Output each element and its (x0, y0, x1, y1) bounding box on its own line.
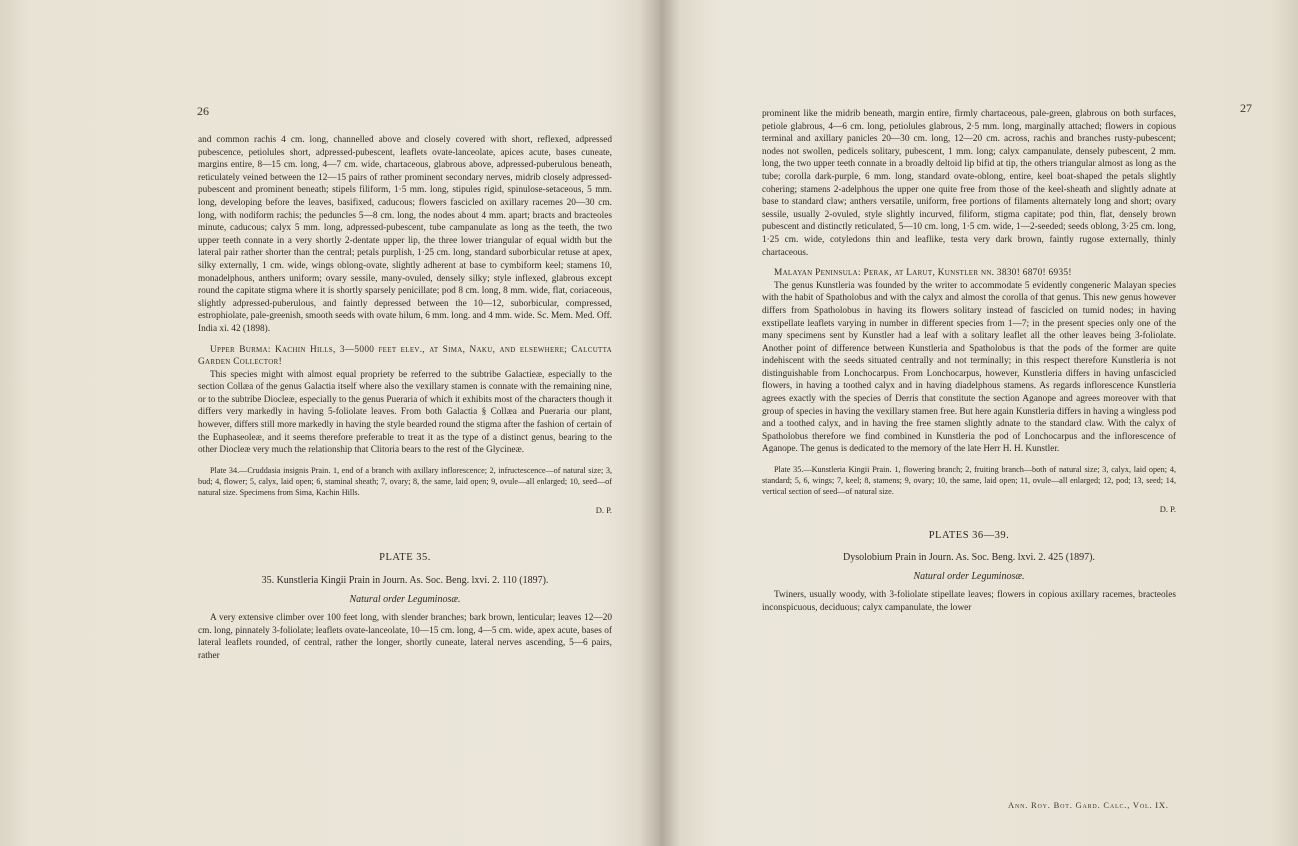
plate-heading: PLATE 35. (379, 552, 431, 564)
intro-paragraph: and common rachis 4 cm. long, channelled above and closely covered with short, reflexed, adpressed pubescence, petiolules short, adpressed-pubescent, leaflets ovate-lanceolate, apices acute, bases cuneate, margins entire, 8—15 cm. long, 4—7 cm. wide, chartaceous, glabrous above, adpressed-puberulous beneath, reticulately veined between the 12—15 pairs of rather prominent secondary nerves, midrib closely adpressed-pubescent and prominent beneath; stipels filiform, 1·5 mm. long, stipules rigid, spinulose-setaceous, 5 mm. long, developing before the leaves, basifixed, caducous; flowers fascicled on axillary racemes 20—30 cm. long, with nodiform rachis; the peduncles 5—8 cm. long, the nodes about 4 mm. apart; bracts and bracteoles minute, caducous; calyx 5 mm. long, adpressed-pubescent, tube campanulate as long as the teeth, the two upper teeth connate in a very shortly 2-dentate upper lip, the three lower triangular of equal width but the lateral pair rather shorter than the central; petals purplish, 1·25 cm. long, standard suborbicular retuse at apex, silky externally, 1 cm. wide, wings oblong-ovate, slightly adherent at base to cymbiform keel; stamens 10, monadelphous, anthers uniform; ovary sessile, many-ovuled, densely silky; style inflexed, glabrous except round the capitate stigma where it is shortly sparsely penicillate; pod 8 cm. long, 8 mm. wide, flat, coriaceous, slightly adpressed-puberulous, and faintly depressed between the 10—12, suborbicular, compressed, estrophiolate, pale-greenish, smooth seeds with ovate hilum, 6 mm. long. and 4 mm. wide. Sc. Mem. Med. Off. India xi. 42 (1898). (198, 135, 612, 334)
locality: Upper Burma: Kachin Hills, 3—5000 feet elev., at Sima, Naku, and elsewhere; Calcutta Garden Collector! (198, 344, 612, 368)
plate-caption: Plate 35.—Kunstleria Kingii Prain. 1, flowering branch; 2, fruiting branch—both of natural size; 3, calyx, laid open; 4, standard; 5, 6, wings; 7, keel; 8, stamens; 9, ovary; 10, the same, laid open; 11, ovule—all enlarged; 12, pod; 13, seed; 14, vertical section of seed—of natural size. (762, 465, 1176, 497)
plate-heading: PLATES 36—39. (928, 529, 1010, 541)
description-paragraph: A very extensive climber over 100 feet long, with slender branches; bark brown, lenticular; leaves 12—20 cm. long, pinnately 3-foliolate; leaflets ovate-lanceolate, 10—15 cm. long, 4—5 cm. wide, apex acute, bases of lateral leaflets rounded, of central, rather the longer, shortly cuneate, lateral nerves ascending, 5—6 pairs, rather (198, 613, 612, 661)
right-page (668, 0, 1298, 846)
author-signature: D. P. (595, 504, 612, 515)
natural-order: Natural order Leguminosæ. (349, 593, 461, 605)
page-number: 26 (197, 104, 209, 118)
species-line: 35. Kunstleria Kingii Prain in Journ. As. Soc. Beng. lxvi. 2. 110 (1897). (261, 575, 549, 587)
running-footer: Ann. Roy. Bot. Gard. Calc., Vol. IX. (1008, 800, 1169, 810)
description-paragraph: Twiners, usually woody, with 3-foliolate stipellate leaves; flowers in copious axillary racemes, bracteoles inconspicuous, deciduous; calyx campanulate, the lower (762, 590, 1176, 613)
page-number: 27 (1240, 101, 1252, 115)
plate-caption: Plate 34.—Cruddasia insignis Prain. 1, end of a branch with axillary inflorescence; 2, infructescence—of natural size; 3, bud; 4, flower; 5, calyx, laid open; 6, staminal sheath; 7, ovary; 8, the same, laid open; 9, ovule—all enlarged; 10, seed—of natural size. Specimens from Sima, Kachin Hills. (198, 465, 612, 497)
text-column (762, 108, 1176, 615)
discussion-paragraph: This species might with almost equal propriety be referred to the subtribe Galactieæ, especially to the section Collæa of the genus Galactia itself where also the vexillary stamen is connate with the remaining nine, or to the subtribe Diocleæ, especially to the genus Pueraria of which it exhibits most of the characters though it differs very markedly in having 5-foliolate leaves. From both Galactia § Collæa and Pueraria our plant, however, differs still more markedly in having the style bearded round the stigma after the fashion of certain of the Euphaseoleæ, and it seems therefore preferable to treat it as the type of a distinct genus, bearing to the other Diocleæ very much the relationship that Clitoria bears to the rest of the Glycineæ. (198, 369, 612, 456)
discussion-paragraph: The genus Kunstleria was founded by the writer to accommodate 5 evidently congeneric Malayan species with the habit of Spatholobus and with the calyx and almost the corolla of that genus. This new genus however differs from Spatholobus in having its flowers solitary instead of fascicled on tumid nodes; in having exstipellate leaflets varying in number in different species from 1—7; in the present species only one of the many specimens sent by Kunstler had a leaf with a solitary leaflet all the other leaves being 3-foliolate. Another point of difference between Kunstleria and Spatholobus is that the pods of the former are quite indehiscent with the seeds situated centrally and not terminally; in this respect therefore Kunstleria is not distinguishable from Lonchocarpus. From Lonchocarpus, however, Kunstleria differs in having unfascicled flowers, in having a toothed calyx and in having diadelphous stamens. As regards inflorescence Kunstleria agrees exactly with the species of Derris that constitute the section Aganope and agrees moreover with that group of species in having the vexillary stamen free. But here again Kunstleria differs in having a wingless pod and a toothed calyx, and in having the free stamen slightly adnate to the standard claw. With the calyx of Spatholobus therefore we find combined in Kunstleria the pod of Lonchocarpus and the inflorescence of Aganope. The genus is dedicated to the memory of the late Herr H. H. Kunstler. (762, 280, 1176, 455)
text-column (198, 134, 612, 663)
natural-order: Natural order Leguminosæ. (913, 570, 1025, 582)
species-line: Dysolobium Prain in Journ. As. Soc. Beng. lxvi. 2. 425 (1897). (843, 552, 1095, 564)
intro-paragraph: prominent like the midrib beneath, margin entire, firmly chartaceous, pale-green, glabrous on both surfaces, petiole glabrous, 4—6 cm. long, petiolules glabrous, 2·5 mm. long, marginally attached; flowers in copious terminal and axillary panicles 20—30 cm. long, 12—20 cm. across, rachis and branches rusty-pubescent; nodes not swollen, pedicels solitary, pubescent, 1 mm. long; calyx campanulate, densely pubescent, 2 mm. long, the two upper teeth connate in a broadly deltoid lip bifid at tip, the others triangular almost as long as the tube; corolla dark-purple, 6 mm. long, standard ovate-oblong, entire, keel boat-shaped the petals slightly cohering; stamens 2-adelphous the upper one quite free from those of the keel-sheath and slightly adnate at base to standard claw; anthers versatile, uniform, free portions of filaments alternately long and short; ovary sessile, usually 2-ovuled, style slightly incurved, filiform, stigma capitate; pod thin, flat, densely brown pubescent and distinctly reticulated, 5—10 cm. long, 1·5 cm. wide, 1—2-seeded; seeds oblong, 3·25 cm. long, 1·25 cm. wide, cotyledons thin and leaflike, testa very dark brown, faintly rugose externally, thinly chartaceous. (762, 109, 1176, 258)
locality: Malayan Peninsula: Perak, at Larut, Kunstler nn. 3830! 6870! 6935! (774, 268, 1072, 279)
author-signature: D. P. (1159, 504, 1176, 515)
